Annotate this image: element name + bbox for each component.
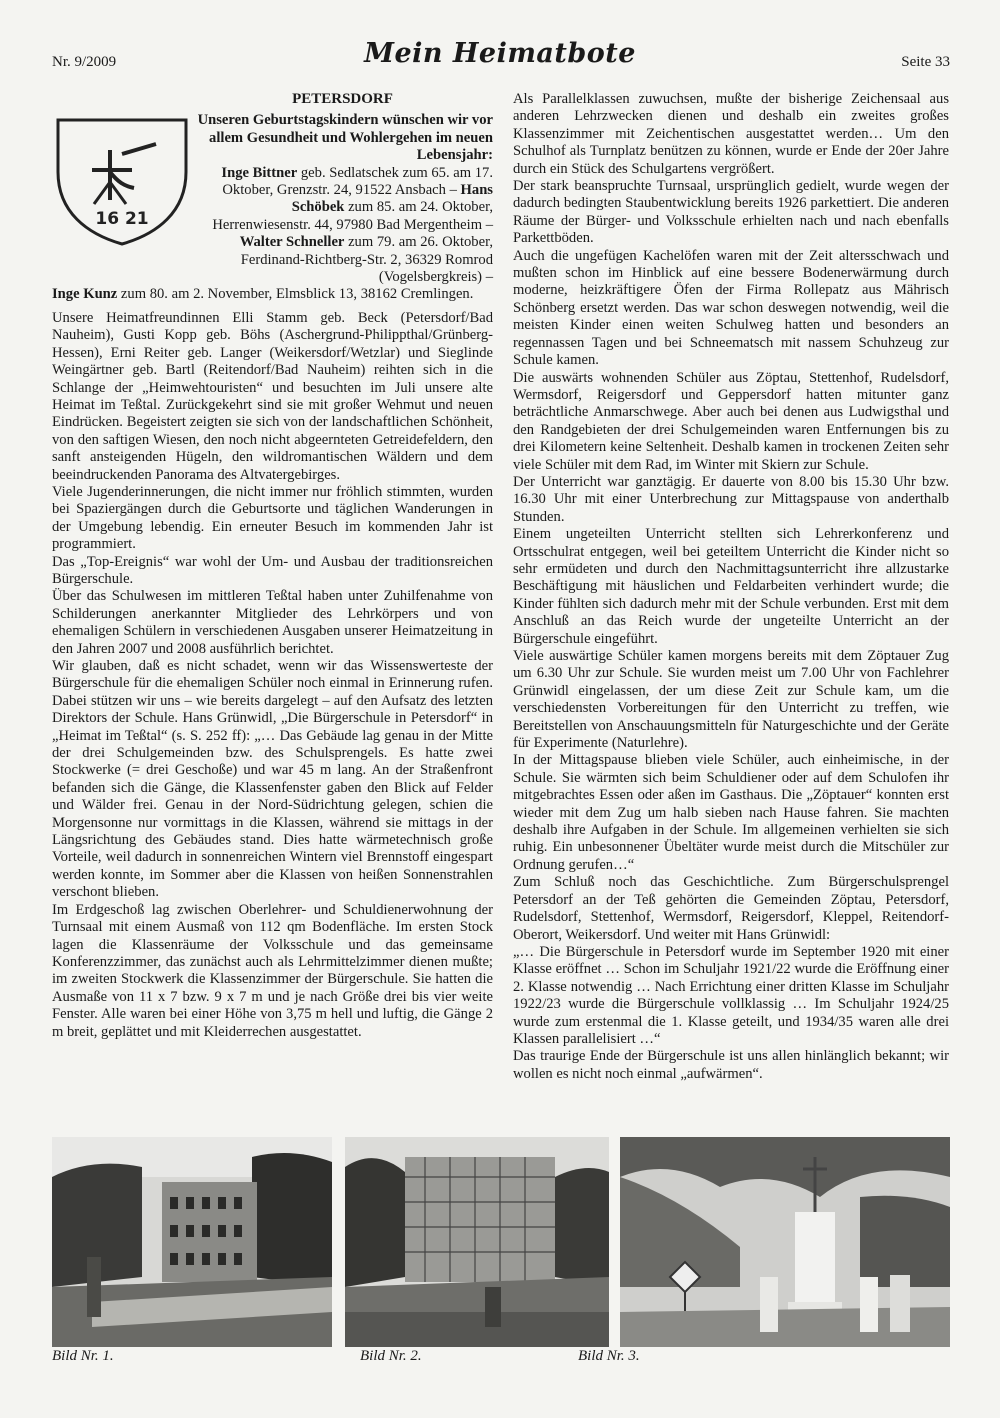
article-paragraph: Der Unterricht war ganztägig. Er dauerte von 8.00 bis 15.30 Uhr bzw. 16.30 Uhr mit einer Unterbrechung zur Mittagspause von anderthalb Stunden.	[513, 473, 949, 525]
birthday-details: geb. Sedlatschek zum 65. am 17. Oktober, Grenzstr. 24, 91522 Ansbach –	[222, 164, 493, 199]
greeting-block	[52, 112, 493, 286]
article-paragraph: „… Die Bürgerschule in Petersdorf wurde im September 1920 mit einer Klasse eröffnet … Schon im Schuljahr 1921/22 wurde die Eröffnung einer 2. Klasse notwendig … Nach Errichtung einer dritten Klasse im Schuljahr 1922/23 wurde die Bürgerschule vollklassig … Im Schuljahr 1924/25 wurde zum erstenmal die 1. Klasse geteilt, und 1934/35 waren alle drei Klassen parallelisiert …“	[513, 943, 949, 1047]
section-title: PETERSDORF	[292, 91, 393, 107]
article-paragraph: In der Mittagspause blieben viele Schüler, auch einheimische, in der Schule. Sie wärmten sich beim Schuldiener oder auf dem Schulofen ihr mitgebrachtes Essen oder aßen im Gasthaus. Die „Zöptauer“ konnten erst wieder mit dem Zug um halb sieben nach Hause fahren. Sie machten deshalb ihre Aufgaben in der Schule. Im allgemeinen verhielten sie sich ruhig. Ein unbesonnener Übeltäter wurde meist durch die Mitschüler zur Ordnung gerufen…“	[513, 752, 949, 873]
article-paragraph: Unsere Heimatfreundinnen Elli Stamm geb. Beck (Petersdorf/Bad Nauheim), Gusti Kopp geb. Böhs (Aschergrund-Philippthal/Grünberg-Hessen), Erni Reiter geb. Langer (Weikersdorf/Wetzlar) und Sieglinde Weingärtner geb. Bartl (Reitendorf/Bad Nauheim) reihten sich in die Schlange der „Heimwehtouristen“ und besuchten im Juli unsere alte Heimat im Teßtal. Zurückgekehrt sind sie mit großer Wehmut und neuen Eindrücken. Begeistert zeigten sie sich von der landschaftlichen Schönheit, von den saftigen Wiesen, den noch nicht abgeernteten Getreidefeldern, den sanft ansteigenden Hügeln, den wildromantischen Wäldern und dem beeindruckenden Panorama des Altvatergebirges.	[52, 309, 493, 483]
article-paragraph: Auch die ungefügen Kachelöfen waren mit der Zeit altersschwach und mußten schon im Hinblick auf eine bessere Bodenerwärmung durch moderne, heizkräftigere Öfen der Firma Rollepatz aus Mährisch Schönberg ersetzt werden. Das war schon deswegen notwendig, weil die meisten Kinder einen weiten Schulweg hatten und besonders an regennassen Tagen und bei Schneematsch mit nassem Schuhzeug zur Schule kamen.	[513, 247, 949, 369]
article-paragraph: Zum Schluß noch das Geschichtliche. Zum Bürgerschulsprengel Petersdorf an der Teß gehörten die Gemeinden Zöptau, Petersdorf, Rudelsdorf, Stettenhof, Wermsdorf, Reigersdorf, Kleppel, Reitendorf-Oberort, Weikersdorf. Und weiter mit Hans Grünwidl:	[513, 874, 949, 943]
article-paragraph: Das „Top-Ereignis“ war wohl der Um- und Ausbau der traditionsreichen Bürgerschule.	[52, 553, 493, 587]
article-paragraph: Die auswärts wohnenden Schüler aus Zöptau, Stettenhof, Rudelsdorf, Wermsdorf, Reigersdorf und Geppersdorf hatten mitunter ganz beträchtliche Anmarschwege. Aber auch bei denen aus Ludwigsthal und den Randgebieten der drei Schulgemeinden waren Entfernungen bis zu drei Kilometern keine Seltenheit. Deshalb kamen in trockenen Zeiten sehr viele Schüler mit dem Rad, im Winter mit Skiern zur Schule.	[513, 369, 949, 473]
left-column	[52, 91, 493, 1041]
article-paragraph: Wir glauben, daß es nicht schadet, wenn wir das Wissenswerteste der Bürgerschule für die ehemaligen Schüler noch einmal in Erinnerung rufen. Dabei stützen wir uns – wie bereits dargelegt – auf den Aufsatz des letzten Direktors der Schule. Hans Grünwidl, „Die Bürgerschule in Petersdorf“ in „Heimat im Teßtal“ (s. S. 252 ff): „… Das Gebäude lag genau in der Mitte der drei Schulgemeinden bzw. des Schulsprengels. Es hatte zwei Stockwerke (= drei Geschoße) und war 45 m lang. An der Straßenfront befanden sich die Gänge, die Klassenfenster gaben den Blick auf Felder und Wälder frei. Genau in der Nord-Südrichtung gelegen, schien die Morgensonne nur vormittags in die Klassen, während sie mittags in der Längsrichtung des Gebäudes stand. Dies hatte wärmetechnisch große Vorteile, weil dadurch in sonnenreichen Wintern viel Brennstoff eingespart werden konnte, im Sommer aber die Klassen von heißen Sonnenstrahlen verschont blieben.	[52, 658, 493, 901]
birthday-name: Walter Schneller	[239, 234, 345, 251]
article-paragraph: Im Erdgeschoß lag zwischen Oberlehrer- und Schuldienerwohnung der Turnsaal mit einem Ausmaß von 112 qm Bodenfläche. Im ersten Stock lagen die Klassenräume der Volksschule und das gemeinsame Konferenzzimmer, das zunächst auch als Lehrmittelzimmer dienen mußte; im zweiten Stockwerk die Klassenzimmer der Bürgerschule. Sie hatten die Ausmaße von 11 x 7 bzw. 9 x 7 m und je nach Größe drei bis vier weite Fenster. Alle waren bei einer Höhe von 3,75 m hell und luftig, die Gänge 2 m breit, geplättet und mit Kleiderrechen ausgestattet.	[52, 901, 493, 1040]
right-column	[513, 91, 949, 1083]
article-paragraph: Der stark beanspruchte Turnsaal, ursprünglich gedielt, wurde wegen der dadurch bedingten Staubentwicklung bereits 1926 parkettiert. Die anderen Räume der Bürger- und Volksschule erhielten nach und nach ebenfalls Parkettböden.	[513, 178, 949, 247]
masthead-title: Mein Heimatbote	[364, 38, 636, 69]
greeting-intro: Unseren Geburtstagskindern wünschen wir vor allem Gesundheit und Wohlergehen im neuen Lebensjahr:	[197, 112, 493, 164]
birthday-details: zum 79. am 26. Oktober, Ferdinand-Richtberg-Str. 2, 36329 Romrod (Vogelsbergkreis) –	[240, 234, 493, 286]
article-paragraph: Viele Jugenderinnerungen, die nicht immer nur fröhlich stimmten, wurden bei Spaziergängen durch die Geburtsorte und täglichen Wanderungen in der Umgebung lebendig. Ein erneuter Besuch im kommenden Jahr ist programmiert.	[52, 483, 493, 553]
issue-number: Nr. 9/2009	[52, 54, 117, 70]
photo-caption: Bild Nr. 3.	[578, 1348, 640, 1364]
birthday-name: Inge Kunz	[52, 286, 118, 303]
crest-year: 16 21	[95, 209, 149, 230]
birthday-details: zum 80. am 2. November, Elmsblick 13, 38162 Cremlingen.	[117, 286, 474, 303]
birthday-name: Hans Schöbek	[291, 182, 493, 216]
page-header	[0, 40, 1000, 80]
school-renovation-photo	[345, 1137, 609, 1347]
birthday-name: Inge Bittner	[221, 164, 298, 181]
article-paragraph: Über das Schulwesen im mittleren Teßtal haben unter Zuhilfenahme von Schilderungen anerkannter Mitglieder des Lehrkörpers und von ehemaligen Schülern in verschiedenen Ausgaben unserer Heimatzeitung in den Jahren 2007 und 2008 ausführlich berichtet.	[52, 588, 493, 657]
town-crest-icon	[52, 112, 192, 247]
greeting-text	[192, 112, 493, 286]
photo-caption: Bild Nr. 1.	[52, 1348, 114, 1364]
wayside-cross-photo	[620, 1137, 950, 1347]
photo-caption: Bild Nr. 2.	[360, 1348, 422, 1364]
article-paragraph: Einem ungeteilten Unterricht stellten sich Lehrerkonferenz und Ortsschulrat entgegen, weil bei geteiltem Unterricht die Kinder nicht so sehr ermüdeten und durch den Nachmittagsunterricht ihre allzustarke Beschäftigung mit häuslichen und Feldarbeiten verhindert wurde; die Kinder fühlten sich dadurch mehr mit der Schule verbunden. Erst mit dem Anschluß an das Reich wurde der ungeteilte Unterricht an der Bürgerschule eingeführt.	[513, 526, 949, 647]
article-paragraph: Als Parallelklassen zuwuchsen, mußte der bisherige Zeichensaal aus anderen Lehrzwecken dienen und deshalb ein zweites großes Klassenzimmer mit Zeichentischen ausgestattet werden… Um den Schulhof als Turnplatz benützen zu können, wurde er Ende der 20er Jahre durch ein Stück des Schulgartens vergrößert.	[513, 91, 949, 177]
birthday-details: zum 85. am 24. Oktober, Herrenwiesenstr. 44, 97980 Bad Mergentheim –	[212, 199, 493, 233]
article-paragraph: Das traurige Ende der Bürgerschule ist uns allen hinlänglich bekannt; wir wollen es nicht noch einmal „aufwärmen“.	[513, 1048, 949, 1082]
page-number: Seite 33	[901, 54, 950, 70]
school-building-photo	[52, 1137, 332, 1347]
article-paragraph: Viele auswärtige Schüler kamen morgens bereits mit dem Zöptauer Zug um 6.30 Uhr zur Schule. Sie wurden meist um 7.00 Uhr von Fachlehrer Grünwidl eingelassen, der um diese Zeit zur Schule kam, um die verschiedensten Vorbereitungen für den Unterricht zu treffen, wie Bereitstellen von Anschauungsmitteln für Naturgeschichte und der Geräte für Experimente (Naturlehre).	[513, 648, 949, 752]
birthday-continuation	[52, 286, 493, 303]
